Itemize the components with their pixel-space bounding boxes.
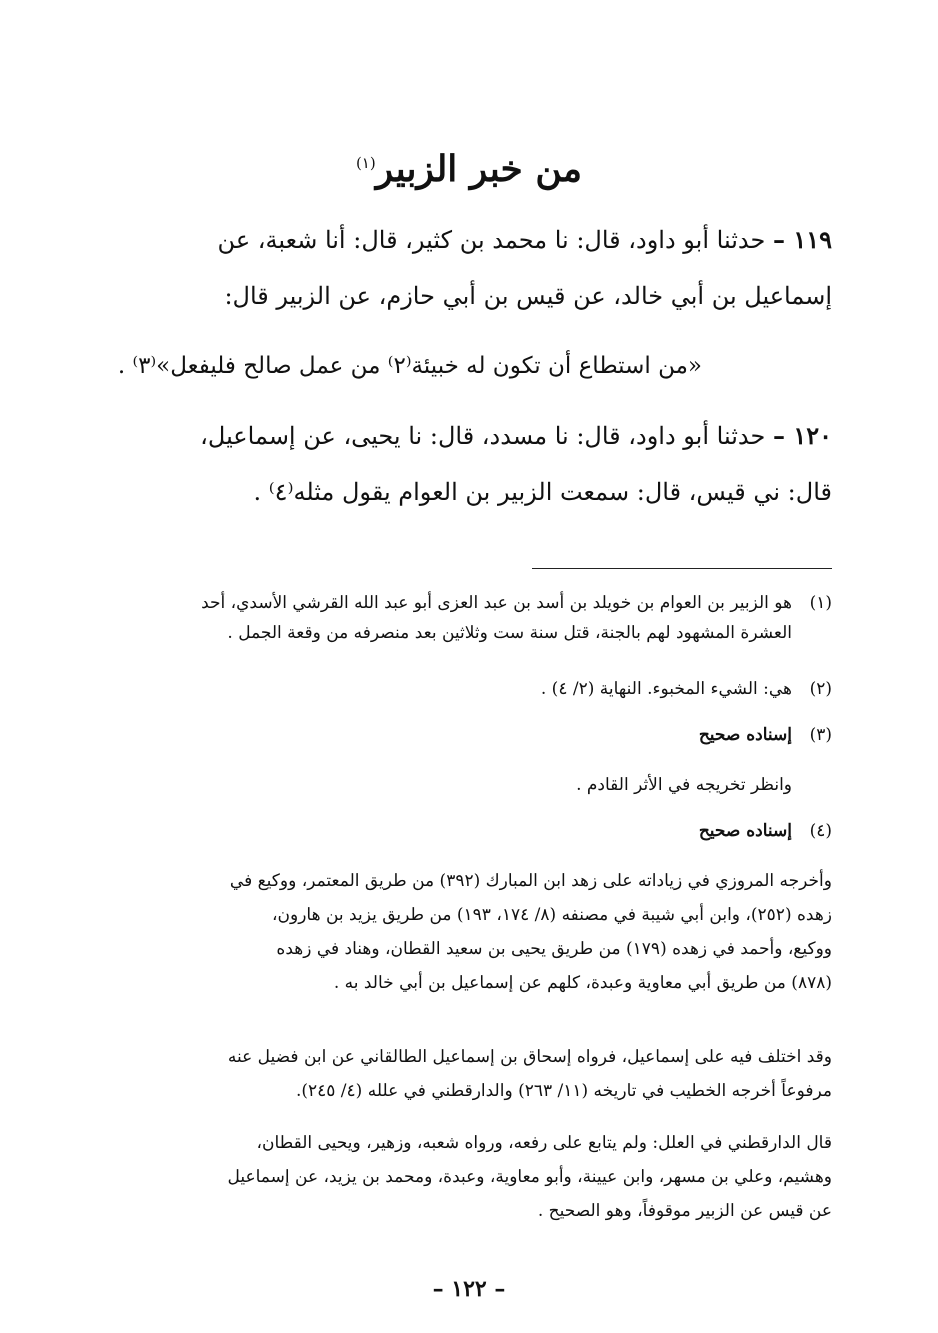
footnote-4-heading: إسناده صحيح	[698, 821, 792, 841]
footnote-3-text: وانظر تخريجه في الأثر القادم .	[576, 775, 792, 795]
footnote-4-p1-line2: زهده (٢٥٢)، وابن أبي شيبة في مصنفه (٨/ ١٧٤، ١٩٣) من طريق يزيد بن هارون،	[272, 905, 832, 925]
footnote-4-p2-line1: وقد اختلف فيه على إسماعيل، فرواه إسحاق بن إسماعيل الطالقاني عن ابن فضيل عنه	[227, 1047, 832, 1067]
footnote-3	[102, 720, 832, 750]
hadith-119-line2: إسماعيل بن أبي خالد، عن قيس بن أبي حازم، عن الزبير قال:	[224, 282, 832, 310]
footnote-4-p3-line1: قال الدارقطني في العلل: ولم يتابع على رفعه، ورواه شعبه، وزهير، ويحيى القطان،	[256, 1133, 832, 1153]
footnote-4-p1-line1: وأخرجه المروزي في زياداته على زهد ابن المبارك (٣٩٢) من طريق المعتمر، ووكيع في	[229, 871, 832, 891]
footnote-4-paragraph-1	[102, 864, 832, 1000]
footnote-4	[102, 816, 832, 846]
footnote-4-paragraph-2	[102, 1040, 832, 1108]
footnote-4-p3-line2: وهشيم، وعلي بن مسهر، وابن عيينة، وأبو معاوية، وعبدة، ومحمد بن يزيد، عن إسماعيل	[227, 1167, 832, 1187]
footnote-4-p3-line3: عن قيس عن الزبير موقوفاً، وهو الصحيح .	[537, 1201, 832, 1221]
footnote-4-p1-line4: (٨٧٨) من طريق أبي معاوية وعبدة، كلهم عن إسماعيل بن أبي خالد به .	[333, 973, 832, 993]
footnote-3-number: (٣)	[809, 725, 832, 745]
hadith-119-line1: ١١٩ – حدثنا أبو داود، قال: نا محمد بن كثير، قال: أنا شعبة، عن	[217, 225, 832, 254]
page-number: – ١٢٢ –	[432, 1276, 506, 1302]
hadith-119-number: ١١٩ –	[772, 225, 832, 254]
hadith-119-matn: «من استطاع أن تكون له خبيئة⁽٢⁾ من عمل صالح فليفعل»⁽٣⁾ .	[117, 353, 702, 379]
chapter-title-text: من خبر الزبير	[375, 148, 583, 190]
hadith-120-number: ١٢٠ –	[772, 421, 832, 450]
footnote-4-p2-line2: مرفوعاً أخرجه الخطيب في تاريخه (١١/ ٢٦٣) والدارقطني في علله (٤/ ٢٤٥).	[295, 1081, 832, 1101]
footnote-1-line2: العشرة المشهود لهم بالجنة، قتل سنة ست وثلاثين بعد منصرفه من وقعة الجمل .	[227, 623, 792, 643]
hadith-120-line1: ١٢٠ – حدثنا أبو داود، قال: نا مسدد، قال: نا يحيى، عن إسماعيل،	[200, 421, 832, 450]
title-footnote-ref: (١)	[355, 154, 376, 172]
hadith-120-line2: قال: ني قيس، قال: سمعت الزبير بن العوام يقول مثله⁽٤⁾ .	[253, 478, 832, 506]
footnote-2	[102, 674, 832, 704]
chapter-title	[0, 138, 938, 194]
footnote-4-paragraph-3	[102, 1126, 832, 1228]
footnote-4-p1-line3: ووكيع، وأحمد في زهده (١٧٩) من طريق يحيى بن سعيد القطان، وهناد في زهده	[276, 939, 832, 959]
footnote-1	[102, 588, 832, 648]
footnote-3-heading: إسناده صحيح	[698, 725, 792, 745]
footnote-1-number: (١)	[809, 593, 832, 613]
footnote-2-number: (٢)	[809, 679, 832, 699]
footnote-separator	[532, 568, 832, 569]
footnote-4-number: (٤)	[809, 821, 832, 841]
hadith-119	[108, 212, 832, 324]
footnote-1-line1: هو الزبير بن العوام بن خويلد بن أسد بن عبد العزى أبو عبد الله القرشي الأسدي، أحد	[201, 593, 792, 613]
hadith-120	[108, 408, 832, 520]
footnote-3-body	[102, 770, 832, 800]
footnote-2-text: هي: الشيء المخبوء. النهاية (٢/ ٤) .	[540, 679, 792, 699]
